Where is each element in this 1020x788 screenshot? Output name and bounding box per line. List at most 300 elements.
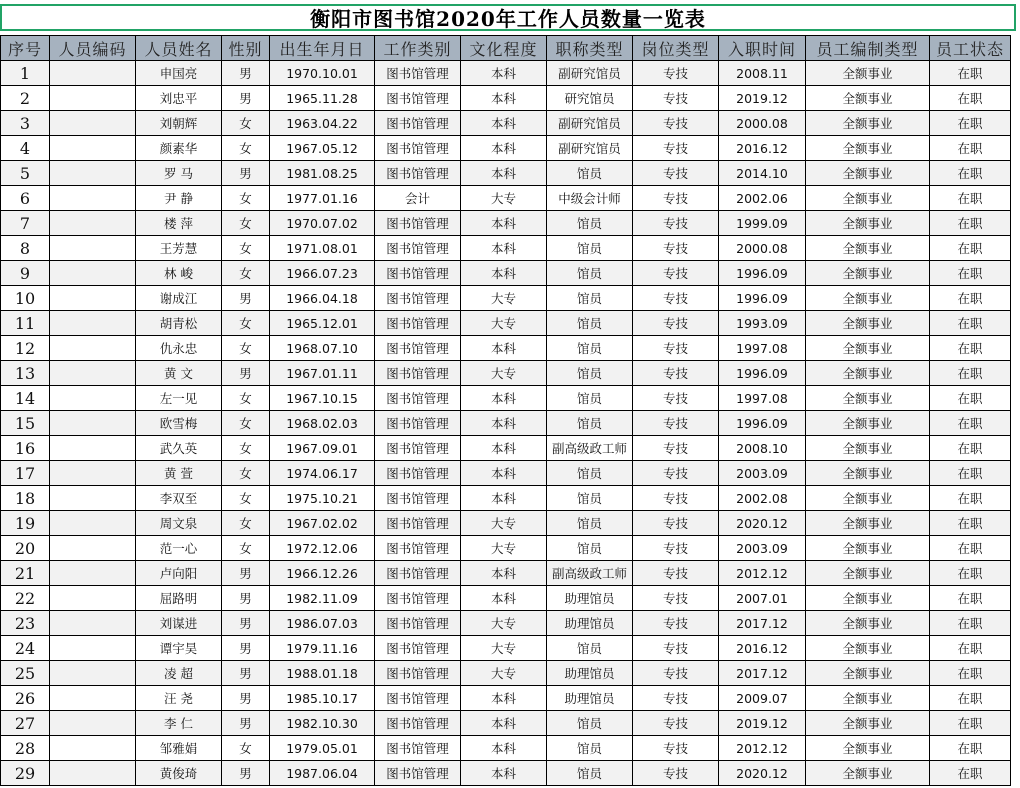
cell-education[interactable]: 本科 (461, 711, 547, 736)
col-header-hire-date[interactable]: 入职时间 (719, 36, 806, 61)
cell-staffing-type[interactable]: 全额事业 (806, 761, 930, 786)
cell-work-category[interactable]: 图书馆管理 (375, 211, 461, 236)
cell-title-type[interactable]: 副研究馆员 (547, 61, 633, 86)
cell-status[interactable]: 在职 (930, 61, 1011, 86)
cell-hire-date[interactable]: 2002.08 (719, 486, 806, 511)
cell-work-category[interactable]: 图书馆管理 (375, 736, 461, 761)
cell-post-type[interactable]: 专技 (633, 711, 719, 736)
col-header-code[interactable]: 人员编码 (50, 36, 136, 61)
cell-education[interactable]: 本科 (461, 61, 547, 86)
cell-post-type[interactable]: 专技 (633, 761, 719, 786)
col-header-name[interactable]: 人员姓名 (136, 36, 222, 61)
cell-gender[interactable]: 男 (222, 611, 270, 636)
cell-index[interactable]: 17 (1, 461, 50, 486)
title-cell[interactable] (0, 4, 1016, 31)
cell-birthdate[interactable]: 1966.07.23 (270, 261, 375, 286)
cell-gender[interactable]: 女 (222, 411, 270, 436)
cell-post-type[interactable]: 专技 (633, 161, 719, 186)
cell-education[interactable]: 本科 (461, 111, 547, 136)
cell-staffing-type[interactable]: 全额事业 (806, 411, 930, 436)
cell-hire-date[interactable]: 2003.09 (719, 461, 806, 486)
cell-index[interactable]: 25 (1, 661, 50, 686)
cell-work-category[interactable]: 图书馆管理 (375, 411, 461, 436)
cell-hire-date[interactable]: 2000.08 (719, 111, 806, 136)
cell-name[interactable]: 王芳慧 (136, 236, 222, 261)
cell-education[interactable]: 大专 (461, 186, 547, 211)
cell-index[interactable]: 24 (1, 636, 50, 661)
cell-code[interactable] (50, 336, 136, 361)
cell-birthdate[interactable]: 1966.12.26 (270, 561, 375, 586)
cell-hire-date[interactable]: 2019.12 (719, 86, 806, 111)
cell-gender[interactable]: 女 (222, 136, 270, 161)
cell-status[interactable]: 在职 (930, 761, 1011, 786)
cell-work-category[interactable]: 图书馆管理 (375, 286, 461, 311)
cell-gender[interactable]: 男 (222, 161, 270, 186)
cell-gender[interactable]: 女 (222, 486, 270, 511)
cell-birthdate[interactable]: 1963.04.22 (270, 111, 375, 136)
cell-staffing-type[interactable]: 全额事业 (806, 161, 930, 186)
cell-gender[interactable]: 女 (222, 186, 270, 211)
cell-status[interactable]: 在职 (930, 436, 1011, 461)
cell-work-category[interactable]: 图书馆管理 (375, 386, 461, 411)
cell-birthdate[interactable]: 1967.01.11 (270, 361, 375, 386)
cell-work-category[interactable]: 图书馆管理 (375, 686, 461, 711)
cell-gender[interactable]: 男 (222, 286, 270, 311)
cell-birthdate[interactable]: 1982.11.09 (270, 586, 375, 611)
cell-hire-date[interactable]: 2008.10 (719, 436, 806, 461)
cell-education[interactable]: 本科 (461, 161, 547, 186)
col-header-title-type[interactable]: 职称类型 (547, 36, 633, 61)
cell-code[interactable] (50, 161, 136, 186)
cell-staffing-type[interactable]: 全额事业 (806, 611, 930, 636)
cell-title-type[interactable]: 馆员 (547, 411, 633, 436)
cell-name[interactable]: 黄 文 (136, 361, 222, 386)
cell-post-type[interactable]: 专技 (633, 586, 719, 611)
cell-work-category[interactable]: 图书馆管理 (375, 511, 461, 536)
cell-hire-date[interactable]: 2009.07 (719, 686, 806, 711)
cell-birthdate[interactable]: 1986.07.03 (270, 611, 375, 636)
cell-title-type[interactable]: 馆员 (547, 361, 633, 386)
cell-name[interactable]: 谢成江 (136, 286, 222, 311)
cell-hire-date[interactable]: 1999.09 (719, 211, 806, 236)
cell-education[interactable]: 大专 (461, 286, 547, 311)
cell-status[interactable]: 在职 (930, 461, 1011, 486)
cell-name[interactable]: 邹雅娟 (136, 736, 222, 761)
cell-name[interactable]: 申国亮 (136, 61, 222, 86)
cell-status[interactable]: 在职 (930, 286, 1011, 311)
cell-work-category[interactable]: 图书馆管理 (375, 636, 461, 661)
cell-birthdate[interactable]: 1975.10.21 (270, 486, 375, 511)
cell-work-category[interactable]: 图书馆管理 (375, 111, 461, 136)
cell-hire-date[interactable]: 2008.11 (719, 61, 806, 86)
col-header-birthdate[interactable]: 出生年月日 (270, 36, 375, 61)
cell-post-type[interactable]: 专技 (633, 311, 719, 336)
cell-post-type[interactable]: 专技 (633, 636, 719, 661)
cell-post-type[interactable]: 专技 (633, 411, 719, 436)
cell-status[interactable]: 在职 (930, 511, 1011, 536)
cell-hire-date[interactable]: 2016.12 (719, 136, 806, 161)
cell-title-type[interactable]: 助理馆员 (547, 586, 633, 611)
cell-code[interactable] (50, 236, 136, 261)
cell-post-type[interactable]: 专技 (633, 61, 719, 86)
cell-education[interactable]: 本科 (461, 411, 547, 436)
cell-name[interactable]: 谭宇昊 (136, 636, 222, 661)
cell-status[interactable]: 在职 (930, 111, 1011, 136)
cell-education[interactable]: 本科 (461, 736, 547, 761)
cell-hire-date[interactable]: 2002.06 (719, 186, 806, 211)
cell-birthdate[interactable]: 1965.12.01 (270, 311, 375, 336)
cell-staffing-type[interactable]: 全额事业 (806, 661, 930, 686)
cell-status[interactable]: 在职 (930, 536, 1011, 561)
cell-gender[interactable]: 女 (222, 336, 270, 361)
cell-work-category[interactable]: 图书馆管理 (375, 161, 461, 186)
cell-gender[interactable]: 女 (222, 511, 270, 536)
cell-gender[interactable]: 女 (222, 261, 270, 286)
cell-title-type[interactable]: 馆员 (547, 311, 633, 336)
cell-education[interactable]: 本科 (461, 136, 547, 161)
cell-status[interactable]: 在职 (930, 161, 1011, 186)
cell-post-type[interactable]: 专技 (633, 136, 719, 161)
cell-gender[interactable]: 男 (222, 761, 270, 786)
cell-name[interactable]: 仇永忠 (136, 336, 222, 361)
cell-education[interactable]: 大专 (461, 511, 547, 536)
cell-index[interactable]: 11 (1, 311, 50, 336)
cell-index[interactable]: 23 (1, 611, 50, 636)
col-header-post-type[interactable]: 岗位类型 (633, 36, 719, 61)
cell-post-type[interactable]: 专技 (633, 511, 719, 536)
cell-title-type[interactable]: 馆员 (547, 286, 633, 311)
cell-name[interactable]: 欧雪梅 (136, 411, 222, 436)
cell-gender[interactable]: 男 (222, 561, 270, 586)
cell-index[interactable]: 26 (1, 686, 50, 711)
cell-post-type[interactable]: 专技 (633, 111, 719, 136)
cell-post-type[interactable]: 专技 (633, 536, 719, 561)
cell-name[interactable]: 黄 萱 (136, 461, 222, 486)
cell-title-type[interactable]: 馆员 (547, 536, 633, 561)
cell-index[interactable]: 6 (1, 186, 50, 211)
cell-gender[interactable]: 女 (222, 736, 270, 761)
cell-title-type[interactable]: 馆员 (547, 511, 633, 536)
cell-birthdate[interactable]: 1965.11.28 (270, 86, 375, 111)
cell-status[interactable]: 在职 (930, 336, 1011, 361)
cell-staffing-type[interactable]: 全额事业 (806, 511, 930, 536)
cell-education[interactable]: 本科 (461, 686, 547, 711)
cell-gender[interactable]: 女 (222, 436, 270, 461)
cell-index[interactable]: 9 (1, 261, 50, 286)
cell-gender[interactable]: 男 (222, 586, 270, 611)
cell-hire-date[interactable]: 1997.08 (719, 386, 806, 411)
cell-staffing-type[interactable]: 全额事业 (806, 286, 930, 311)
cell-index[interactable]: 12 (1, 336, 50, 361)
cell-status[interactable]: 在职 (930, 386, 1011, 411)
cell-index[interactable]: 2 (1, 86, 50, 111)
cell-staffing-type[interactable]: 全额事业 (806, 461, 930, 486)
col-header-index[interactable]: 序号 (1, 36, 50, 61)
cell-status[interactable]: 在职 (930, 186, 1011, 211)
col-header-gender[interactable]: 性别 (222, 36, 270, 61)
cell-name[interactable]: 李双至 (136, 486, 222, 511)
cell-work-category[interactable]: 图书馆管理 (375, 61, 461, 86)
cell-name[interactable]: 武久英 (136, 436, 222, 461)
cell-status[interactable]: 在职 (930, 261, 1011, 286)
cell-birthdate[interactable]: 1981.08.25 (270, 161, 375, 186)
cell-title-type[interactable]: 馆员 (547, 161, 633, 186)
cell-index[interactable]: 16 (1, 436, 50, 461)
cell-hire-date[interactable]: 2016.12 (719, 636, 806, 661)
cell-staffing-type[interactable]: 全额事业 (806, 386, 930, 411)
cell-title-type[interactable]: 馆员 (547, 261, 633, 286)
cell-title-type[interactable]: 馆员 (547, 636, 633, 661)
cell-work-category[interactable]: 图书馆管理 (375, 136, 461, 161)
cell-birthdate[interactable]: 1982.10.30 (270, 711, 375, 736)
cell-work-category[interactable]: 图书馆管理 (375, 86, 461, 111)
cell-staffing-type[interactable]: 全额事业 (806, 686, 930, 711)
cell-hire-date[interactable]: 1993.09 (719, 311, 806, 336)
cell-hire-date[interactable]: 1996.09 (719, 411, 806, 436)
cell-post-type[interactable]: 专技 (633, 336, 719, 361)
cell-code[interactable] (50, 436, 136, 461)
cell-post-type[interactable]: 专技 (633, 361, 719, 386)
cell-hire-date[interactable]: 2003.09 (719, 536, 806, 561)
cell-staffing-type[interactable]: 全额事业 (806, 136, 930, 161)
cell-birthdate[interactable]: 1967.09.01 (270, 436, 375, 461)
cell-name[interactable]: 刘谋进 (136, 611, 222, 636)
cell-name[interactable]: 左一见 (136, 386, 222, 411)
cell-title-type[interactable]: 馆员 (547, 211, 633, 236)
cell-code[interactable] (50, 686, 136, 711)
col-header-staffing-type[interactable]: 员工编制类型 (806, 36, 930, 61)
col-header-work-category[interactable]: 工作类别 (375, 36, 461, 61)
cell-gender[interactable]: 男 (222, 661, 270, 686)
cell-index[interactable]: 4 (1, 136, 50, 161)
cell-hire-date[interactable]: 2014.10 (719, 161, 806, 186)
cell-staffing-type[interactable]: 全额事业 (806, 636, 930, 661)
cell-work-category[interactable]: 图书馆管理 (375, 361, 461, 386)
cell-index[interactable]: 21 (1, 561, 50, 586)
cell-index[interactable]: 3 (1, 111, 50, 136)
cell-work-category[interactable]: 图书馆管理 (375, 311, 461, 336)
cell-staffing-type[interactable]: 全额事业 (806, 261, 930, 286)
cell-staffing-type[interactable]: 全额事业 (806, 361, 930, 386)
cell-gender[interactable]: 女 (222, 311, 270, 336)
cell-code[interactable] (50, 361, 136, 386)
cell-gender[interactable]: 男 (222, 361, 270, 386)
cell-index[interactable]: 7 (1, 211, 50, 236)
cell-code[interactable] (50, 511, 136, 536)
cell-index[interactable]: 14 (1, 386, 50, 411)
cell-code[interactable] (50, 136, 136, 161)
cell-birthdate[interactable]: 1988.01.18 (270, 661, 375, 686)
cell-education[interactable]: 本科 (461, 86, 547, 111)
col-header-status[interactable]: 员工状态 (930, 36, 1011, 61)
cell-education[interactable]: 本科 (461, 761, 547, 786)
cell-index[interactable]: 18 (1, 486, 50, 511)
cell-birthdate[interactable]: 1972.12.06 (270, 536, 375, 561)
cell-gender[interactable]: 女 (222, 536, 270, 561)
cell-hire-date[interactable]: 2017.12 (719, 661, 806, 686)
cell-birthdate[interactable]: 1987.06.04 (270, 761, 375, 786)
cell-work-category[interactable]: 图书馆管理 (375, 561, 461, 586)
cell-status[interactable]: 在职 (930, 486, 1011, 511)
cell-education[interactable]: 本科 (461, 586, 547, 611)
cell-code[interactable] (50, 486, 136, 511)
cell-index[interactable]: 10 (1, 286, 50, 311)
cell-post-type[interactable]: 专技 (633, 186, 719, 211)
cell-title-type[interactable]: 副高级政工师 (547, 436, 633, 461)
cell-code[interactable] (50, 186, 136, 211)
cell-education[interactable]: 大专 (461, 636, 547, 661)
cell-post-type[interactable]: 专技 (633, 611, 719, 636)
cell-work-category[interactable]: 图书馆管理 (375, 536, 461, 561)
col-header-education[interactable]: 文化程度 (461, 36, 547, 61)
cell-code[interactable] (50, 761, 136, 786)
cell-education[interactable]: 大专 (461, 361, 547, 386)
cell-status[interactable]: 在职 (930, 236, 1011, 261)
cell-education[interactable]: 大专 (461, 611, 547, 636)
cell-work-category[interactable]: 图书馆管理 (375, 661, 461, 686)
cell-gender[interactable]: 女 (222, 461, 270, 486)
cell-education[interactable]: 本科 (461, 336, 547, 361)
cell-work-category[interactable]: 图书馆管理 (375, 461, 461, 486)
cell-post-type[interactable]: 专技 (633, 661, 719, 686)
cell-name[interactable]: 林 峻 (136, 261, 222, 286)
cell-education[interactable]: 本科 (461, 236, 547, 261)
cell-code[interactable] (50, 211, 136, 236)
cell-name[interactable]: 范一心 (136, 536, 222, 561)
cell-title-type[interactable]: 馆员 (547, 461, 633, 486)
cell-title-type[interactable]: 助理馆员 (547, 686, 633, 711)
cell-name[interactable]: 屈路明 (136, 586, 222, 611)
cell-status[interactable]: 在职 (930, 311, 1011, 336)
cell-work-category[interactable]: 会计 (375, 186, 461, 211)
cell-status[interactable]: 在职 (930, 86, 1011, 111)
cell-work-category[interactable]: 图书馆管理 (375, 711, 461, 736)
cell-hire-date[interactable]: 2007.01 (719, 586, 806, 611)
cell-code[interactable] (50, 461, 136, 486)
cell-gender[interactable]: 男 (222, 711, 270, 736)
cell-hire-date[interactable]: 1996.09 (719, 261, 806, 286)
cell-status[interactable]: 在职 (930, 586, 1011, 611)
cell-birthdate[interactable]: 1967.02.02 (270, 511, 375, 536)
cell-hire-date[interactable]: 2012.12 (719, 736, 806, 761)
cell-hire-date[interactable]: 1996.09 (719, 361, 806, 386)
cell-staffing-type[interactable]: 全额事业 (806, 711, 930, 736)
cell-status[interactable]: 在职 (930, 736, 1011, 761)
cell-status[interactable]: 在职 (930, 611, 1011, 636)
cell-staffing-type[interactable]: 全额事业 (806, 111, 930, 136)
cell-code[interactable] (50, 636, 136, 661)
cell-staffing-type[interactable]: 全额事业 (806, 586, 930, 611)
cell-name[interactable]: 黄俊琦 (136, 761, 222, 786)
cell-post-type[interactable]: 专技 (633, 261, 719, 286)
cell-post-type[interactable]: 专技 (633, 736, 719, 761)
cell-status[interactable]: 在职 (930, 136, 1011, 161)
cell-index[interactable]: 1 (1, 61, 50, 86)
cell-gender[interactable]: 男 (222, 61, 270, 86)
cell-gender[interactable]: 女 (222, 211, 270, 236)
cell-education[interactable]: 大专 (461, 661, 547, 686)
cell-birthdate[interactable]: 1971.08.01 (270, 236, 375, 261)
cell-index[interactable]: 20 (1, 536, 50, 561)
cell-post-type[interactable]: 专技 (633, 236, 719, 261)
cell-hire-date[interactable]: 2000.08 (719, 236, 806, 261)
cell-birthdate[interactable]: 1970.10.01 (270, 61, 375, 86)
cell-index[interactable]: 15 (1, 411, 50, 436)
cell-code[interactable] (50, 111, 136, 136)
cell-status[interactable]: 在职 (930, 211, 1011, 236)
cell-education[interactable]: 本科 (461, 261, 547, 286)
cell-code[interactable] (50, 86, 136, 111)
cell-education[interactable]: 本科 (461, 461, 547, 486)
cell-title-type[interactable]: 馆员 (547, 761, 633, 786)
cell-index[interactable]: 22 (1, 586, 50, 611)
cell-name[interactable]: 凌 超 (136, 661, 222, 686)
cell-status[interactable]: 在职 (930, 661, 1011, 686)
cell-birthdate[interactable]: 1979.11.16 (270, 636, 375, 661)
cell-work-category[interactable]: 图书馆管理 (375, 586, 461, 611)
cell-code[interactable] (50, 661, 136, 686)
cell-index[interactable]: 5 (1, 161, 50, 186)
cell-birthdate[interactable]: 1985.10.17 (270, 686, 375, 711)
cell-post-type[interactable]: 专技 (633, 436, 719, 461)
cell-birthdate[interactable]: 1974.06.17 (270, 461, 375, 486)
cell-code[interactable] (50, 261, 136, 286)
cell-hire-date[interactable]: 2020.12 (719, 761, 806, 786)
cell-title-type[interactable]: 馆员 (547, 236, 633, 261)
cell-title-type[interactable]: 馆员 (547, 736, 633, 761)
cell-title-type[interactable]: 研究馆员 (547, 86, 633, 111)
cell-work-category[interactable]: 图书馆管理 (375, 336, 461, 361)
cell-hire-date[interactable]: 2012.12 (719, 561, 806, 586)
cell-hire-date[interactable]: 2020.12 (719, 511, 806, 536)
cell-staffing-type[interactable]: 全额事业 (806, 311, 930, 336)
cell-status[interactable]: 在职 (930, 636, 1011, 661)
cell-work-category[interactable]: 图书馆管理 (375, 236, 461, 261)
cell-staffing-type[interactable]: 全额事业 (806, 186, 930, 211)
cell-post-type[interactable]: 专技 (633, 286, 719, 311)
cell-code[interactable] (50, 586, 136, 611)
cell-gender[interactable]: 女 (222, 111, 270, 136)
cell-name[interactable]: 刘忠平 (136, 86, 222, 111)
cell-status[interactable]: 在职 (930, 411, 1011, 436)
cell-hire-date[interactable]: 1997.08 (719, 336, 806, 361)
cell-hire-date[interactable]: 2017.12 (719, 611, 806, 636)
cell-name[interactable]: 颜素华 (136, 136, 222, 161)
cell-code[interactable] (50, 286, 136, 311)
cell-birthdate[interactable]: 1977.01.16 (270, 186, 375, 211)
cell-work-category[interactable]: 图书馆管理 (375, 436, 461, 461)
cell-staffing-type[interactable]: 全额事业 (806, 561, 930, 586)
cell-name[interactable]: 李 仁 (136, 711, 222, 736)
cell-work-category[interactable]: 图书馆管理 (375, 486, 461, 511)
cell-index[interactable]: 27 (1, 711, 50, 736)
cell-post-type[interactable]: 专技 (633, 486, 719, 511)
cell-staffing-type[interactable]: 全额事业 (806, 86, 930, 111)
cell-work-category[interactable]: 图书馆管理 (375, 611, 461, 636)
cell-gender[interactable]: 男 (222, 686, 270, 711)
cell-birthdate[interactable]: 1968.02.03 (270, 411, 375, 436)
cell-code[interactable] (50, 386, 136, 411)
cell-title-type[interactable]: 馆员 (547, 486, 633, 511)
cell-name[interactable]: 尹 静 (136, 186, 222, 211)
cell-birthdate[interactable]: 1967.10.15 (270, 386, 375, 411)
cell-status[interactable]: 在职 (930, 686, 1011, 711)
cell-code[interactable] (50, 736, 136, 761)
cell-post-type[interactable]: 专技 (633, 86, 719, 111)
cell-name[interactable]: 周文泉 (136, 511, 222, 536)
cell-title-type[interactable]: 助理馆员 (547, 661, 633, 686)
cell-title-type[interactable]: 馆员 (547, 711, 633, 736)
